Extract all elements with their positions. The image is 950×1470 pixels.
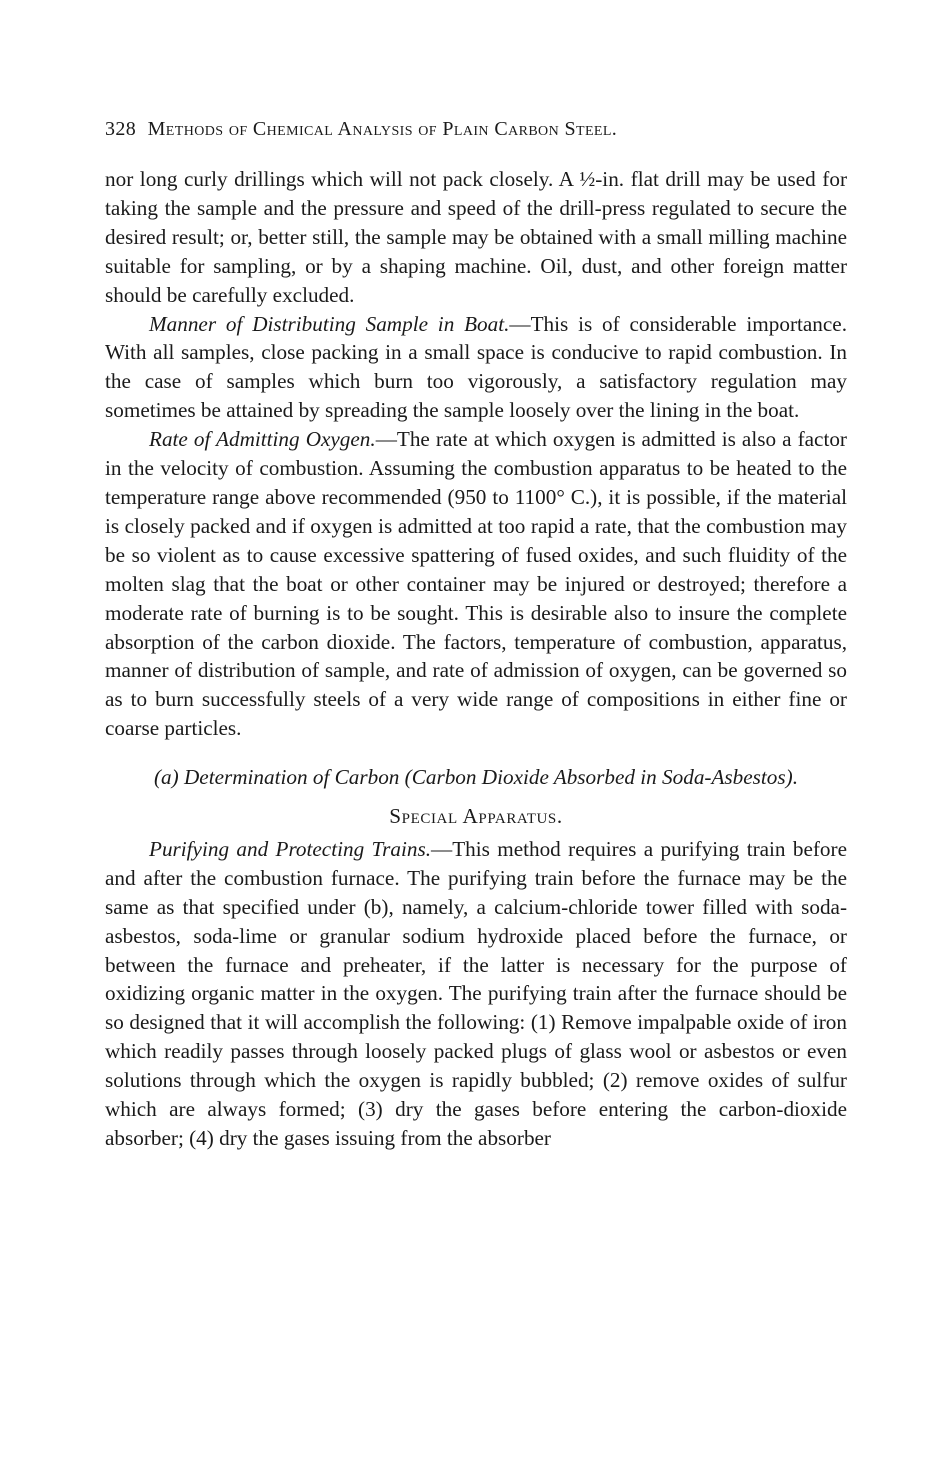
running-head <box>105 118 847 141</box>
paragraph-sampling: nor long curly drillings which will not pack closely. A ½-in. flat drill may be used for taking the sample and the pressure and speed of the drill-press regulated to secure the desired result; or, better still, the sample may be obtained with a small milling machine suitable for sampling, or by a shaping machine. Oil, dust, and other foreign matter should be carefully excluded. <box>105 167 847 307</box>
paragraph-body: —This method requires a purifying train before and after the combustion furnace. The purifying train before the furnace may be the same as that specified under (b), namely, a calcium-chloride tower filled with soda-asbestos, soda-lime or granular sodium hydroxide placed before the furnace, or between the furnace and preheater, if the latter is necessary for the purpose of oxidizing organic matter in the oxygen. The purifying train after the furnace should be so designed that it will accomplish the following: (1) Remove impalpable oxide of iron which readily passes through loosely packed plugs of glass wool or asbestos or even solutions through which the oxygen is rapidly bubbled; (2) remove oxides of sulfur which are always formed; (3) dry the gases before entering the carbon-dioxide absorber; (4) dry the gases issuing from the absorber <box>105 836 847 1150</box>
paragraph-body: —This is of considerable importance. With all samples, close packing in a small space is conducive to rapid combustion. In the case of samples which burn too vigorously, a satisfactory regulation may sometimes be attained by spreading the sample loosely over the lining in the boat. <box>105 311 847 423</box>
page-number: 328 <box>105 118 137 140</box>
paragraph-title: Rate of Admitting Oxygen. <box>149 427 376 452</box>
running-title: Methods of Chemical Analysis of Plain Carbon Steel. <box>147 118 618 140</box>
paragraph-admitting-oxygen <box>105 425 847 743</box>
section-heading: (a) Determination of Carbon (Carbon Dioxide Absorbed in Soda-Asbestos). <box>153 765 798 790</box>
paragraph-title: Manner of Distributing Sample in Boat. <box>149 311 510 336</box>
subheading: Special Apparatus. <box>389 804 563 829</box>
paragraph-body: —The rate at which oxygen is admitted is also a factor in the velocity of combustion. Assuming the combustion apparatus to be heated to the temperature range above recommended (950 to 1100° C.), it is possible, if the material is closely packed and if oxygen is admitted at too rapid a rate, that the combustion may be so violent as to cause excessive spattering of fused oxides, and such fluidity of the molten slag that the boat or other container may be injured or destroyed; therefore a moderate rate of burning is to be sought. This is desirable also to insure the complete absorption of the carbon dioxide. The factors, temperature of combustion, apparatus, manner of distribution of sample, and rate of admission of oxygen, can be governed so as to burn successfully steels of a very wide range of compositions in either fine or coarse particles. <box>105 427 847 741</box>
book-page <box>105 118 847 1153</box>
paragraph-title: Purifying and Protecting Trains. <box>149 836 432 861</box>
paragraph-distributing-sample <box>105 310 847 426</box>
paragraph-purifying-trains <box>105 835 847 1153</box>
